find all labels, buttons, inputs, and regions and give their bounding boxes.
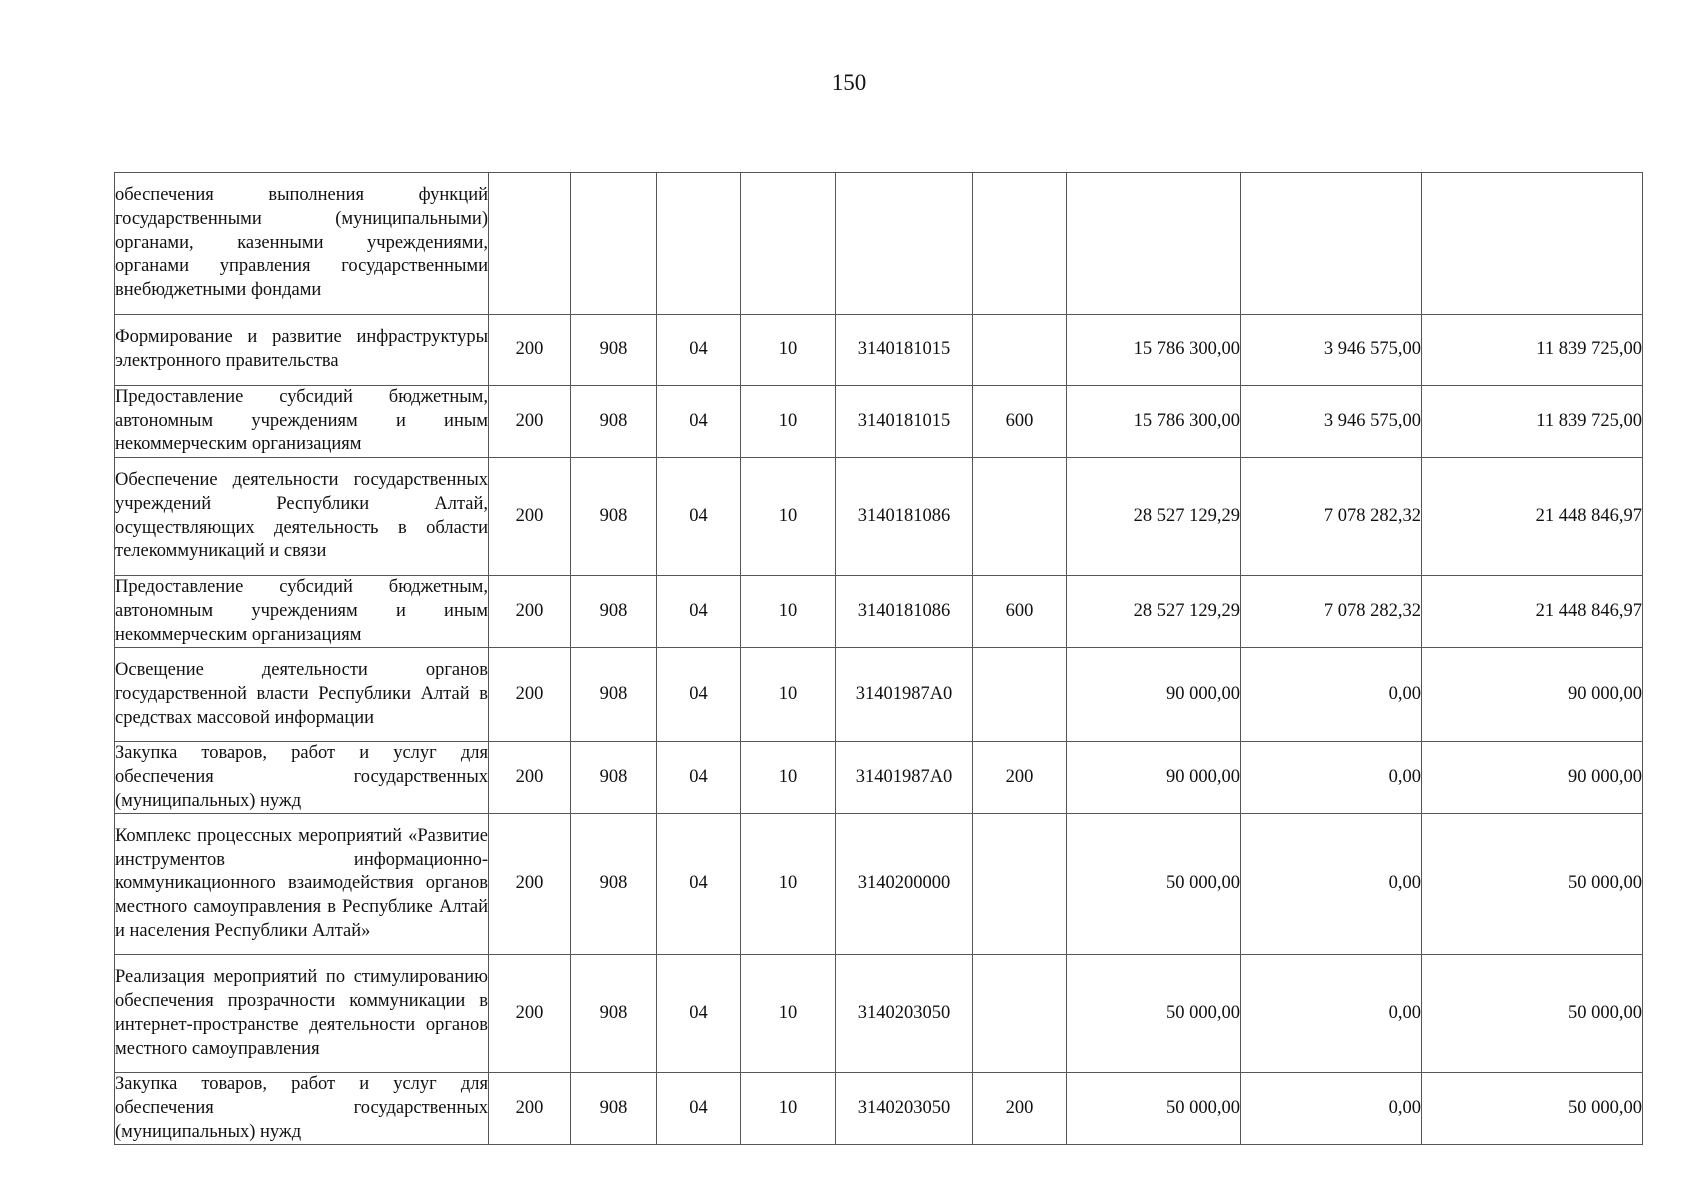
- code-cell: 200: [489, 814, 571, 955]
- table-row: [115, 458, 1643, 576]
- expense-type-cell: 200: [973, 1073, 1067, 1145]
- federal-amount-cell: 0,00: [1241, 955, 1422, 1073]
- target-article-cell: 3140181086: [836, 576, 973, 648]
- federal-amount-cell: 0,00: [1241, 814, 1422, 955]
- subsection-cell: 10: [741, 315, 836, 386]
- regional-amount-cell: [1422, 173, 1643, 315]
- subsection-cell: 10: [741, 814, 836, 955]
- total-amount-cell: 90 000,00: [1067, 648, 1241, 742]
- target-article-cell: 31401987А0: [836, 742, 973, 814]
- section-cell: 04: [657, 1073, 741, 1145]
- page-number: 150: [831, 70, 867, 95]
- subsection-cell: 10: [741, 1073, 836, 1145]
- table-row: [115, 576, 1643, 648]
- code-cell: 200: [489, 386, 571, 458]
- row-name-cell: Закупка товаров, работ и услуг для обеспечения государственных (муниципальных) нужд: [115, 742, 489, 814]
- subsection-cell: 10: [741, 458, 836, 576]
- section-cell: 04: [657, 648, 741, 742]
- regional-amount-cell: 50 000,00: [1422, 955, 1643, 1073]
- target-article-cell: 3140181015: [836, 315, 973, 386]
- regional-amount-cell: 11 839 725,00: [1422, 315, 1643, 386]
- expense-type-cell: 600: [973, 386, 1067, 458]
- target-article-cell: 3140181015: [836, 386, 973, 458]
- total-amount-cell: 50 000,00: [1067, 955, 1241, 1073]
- total-amount-cell: 90 000,00: [1067, 742, 1241, 814]
- subsection-cell: [741, 173, 836, 315]
- target-article-cell: [836, 173, 973, 315]
- code-cell: 200: [489, 742, 571, 814]
- section-cell: [657, 173, 741, 315]
- ministry-cell: [571, 173, 657, 315]
- section-cell: 04: [657, 576, 741, 648]
- federal-amount-cell: 0,00: [1241, 1073, 1422, 1145]
- row-name-cell: Обеспечение деятельности государственных учреждений Республики Алтай, осуществляющих деятельность в области телекоммуникаций и связи: [115, 458, 489, 576]
- total-amount-cell: 15 786 300,00: [1067, 386, 1241, 458]
- regional-amount-cell: 11 839 725,00: [1422, 386, 1643, 458]
- total-amount-cell: 50 000,00: [1067, 814, 1241, 955]
- regional-amount-cell: 50 000,00: [1422, 814, 1643, 955]
- total-amount-cell: 15 786 300,00: [1067, 315, 1241, 386]
- table-row: [115, 1073, 1643, 1145]
- expense-type-cell: 200: [973, 742, 1067, 814]
- target-article-cell: 3140203050: [836, 955, 973, 1073]
- subsection-cell: 10: [741, 955, 836, 1073]
- ministry-cell: 908: [571, 955, 657, 1073]
- total-amount-cell: 50 000,00: [1067, 1073, 1241, 1145]
- federal-amount-cell: 3 946 575,00: [1241, 386, 1422, 458]
- ministry-cell: 908: [571, 648, 657, 742]
- total-amount-cell: 28 527 129,29: [1067, 458, 1241, 576]
- table-row: [115, 315, 1643, 386]
- expense-type-cell: [973, 648, 1067, 742]
- table-row: [115, 955, 1643, 1073]
- federal-amount-cell: 0,00: [1241, 648, 1422, 742]
- section-cell: 04: [657, 955, 741, 1073]
- code-cell: 200: [489, 458, 571, 576]
- expense-type-cell: [973, 458, 1067, 576]
- budget-table: [114, 172, 1643, 1145]
- row-name-cell: Комплекс процессных мероприятий «Развитие инструментов информационно-коммуникационного взаимодействия органов местного самоуправления в Республике Алтай и населения Республики Алтай»: [115, 814, 489, 955]
- federal-amount-cell: 0,00: [1241, 742, 1422, 814]
- ministry-cell: 908: [571, 458, 657, 576]
- code-cell: 200: [489, 955, 571, 1073]
- total-amount-cell: 28 527 129,29: [1067, 576, 1241, 648]
- subsection-cell: 10: [741, 386, 836, 458]
- row-name-cell: Закупка товаров, работ и услуг для обеспечения государственных (муниципальных) нужд: [115, 1073, 489, 1145]
- target-article-cell: 3140200000: [836, 814, 973, 955]
- row-name-cell: Освещение деятельности органов государственной власти Республики Алтай в средствах массовой информации: [115, 648, 489, 742]
- table-row: [115, 742, 1643, 814]
- subsection-cell: 10: [741, 576, 836, 648]
- total-amount-cell: [1067, 173, 1241, 315]
- table-row: [115, 173, 1643, 315]
- section-cell: 04: [657, 386, 741, 458]
- code-cell: 200: [489, 648, 571, 742]
- federal-amount-cell: 3 946 575,00: [1241, 315, 1422, 386]
- ministry-cell: 908: [571, 742, 657, 814]
- federal-amount-cell: 7 078 282,32: [1241, 576, 1422, 648]
- row-name-cell: Реализация мероприятий по стимулированию обеспечения прозрачности коммуникации в интернет-пространстве деятельности органов местного самоуправления: [115, 955, 489, 1073]
- expense-type-cell: [973, 955, 1067, 1073]
- row-name-cell: обеспечения выполнения функций государственными (муниципальными) органами, казенными учреждениями, органами управления государственными внебюджетными фондами: [115, 173, 489, 315]
- regional-amount-cell: 90 000,00: [1422, 648, 1643, 742]
- row-name-cell: Предоставление субсидий бюджетным, автономным учреждениям и иным некоммерческим организациям: [115, 576, 489, 648]
- target-article-cell: 3140181086: [836, 458, 973, 576]
- code-cell: [489, 173, 571, 315]
- row-name-cell: Предоставление субсидий бюджетным, автономным учреждениям и иным некоммерческим организациям: [115, 386, 489, 458]
- regional-amount-cell: 21 448 846,97: [1422, 576, 1643, 648]
- section-cell: 04: [657, 814, 741, 955]
- section-cell: 04: [657, 742, 741, 814]
- table-row: [115, 648, 1643, 742]
- section-cell: 04: [657, 458, 741, 576]
- expense-type-cell: 600: [973, 576, 1067, 648]
- table-row: [115, 814, 1643, 955]
- federal-amount-cell: 7 078 282,32: [1241, 458, 1422, 576]
- federal-amount-cell: [1241, 173, 1422, 315]
- expense-type-cell: [973, 315, 1067, 386]
- section-cell: 04: [657, 315, 741, 386]
- ministry-cell: 908: [571, 576, 657, 648]
- row-name-cell: Формирование и развитие инфраструктуры электронного правительства: [115, 315, 489, 386]
- regional-amount-cell: 21 448 846,97: [1422, 458, 1643, 576]
- ministry-cell: 908: [571, 386, 657, 458]
- code-cell: 200: [489, 1073, 571, 1145]
- code-cell: 200: [489, 315, 571, 386]
- ministry-cell: 908: [571, 1073, 657, 1145]
- ministry-cell: 908: [571, 315, 657, 386]
- code-cell: 200: [489, 576, 571, 648]
- regional-amount-cell: 90 000,00: [1422, 742, 1643, 814]
- target-article-cell: 31401987А0: [836, 648, 973, 742]
- expense-type-cell: [973, 173, 1067, 315]
- target-article-cell: 3140203050: [836, 1073, 973, 1145]
- subsection-cell: 10: [741, 742, 836, 814]
- ministry-cell: 908: [571, 814, 657, 955]
- subsection-cell: 10: [741, 648, 836, 742]
- table-row: [115, 386, 1643, 458]
- regional-amount-cell: 50 000,00: [1422, 1073, 1643, 1145]
- expense-type-cell: [973, 814, 1067, 955]
